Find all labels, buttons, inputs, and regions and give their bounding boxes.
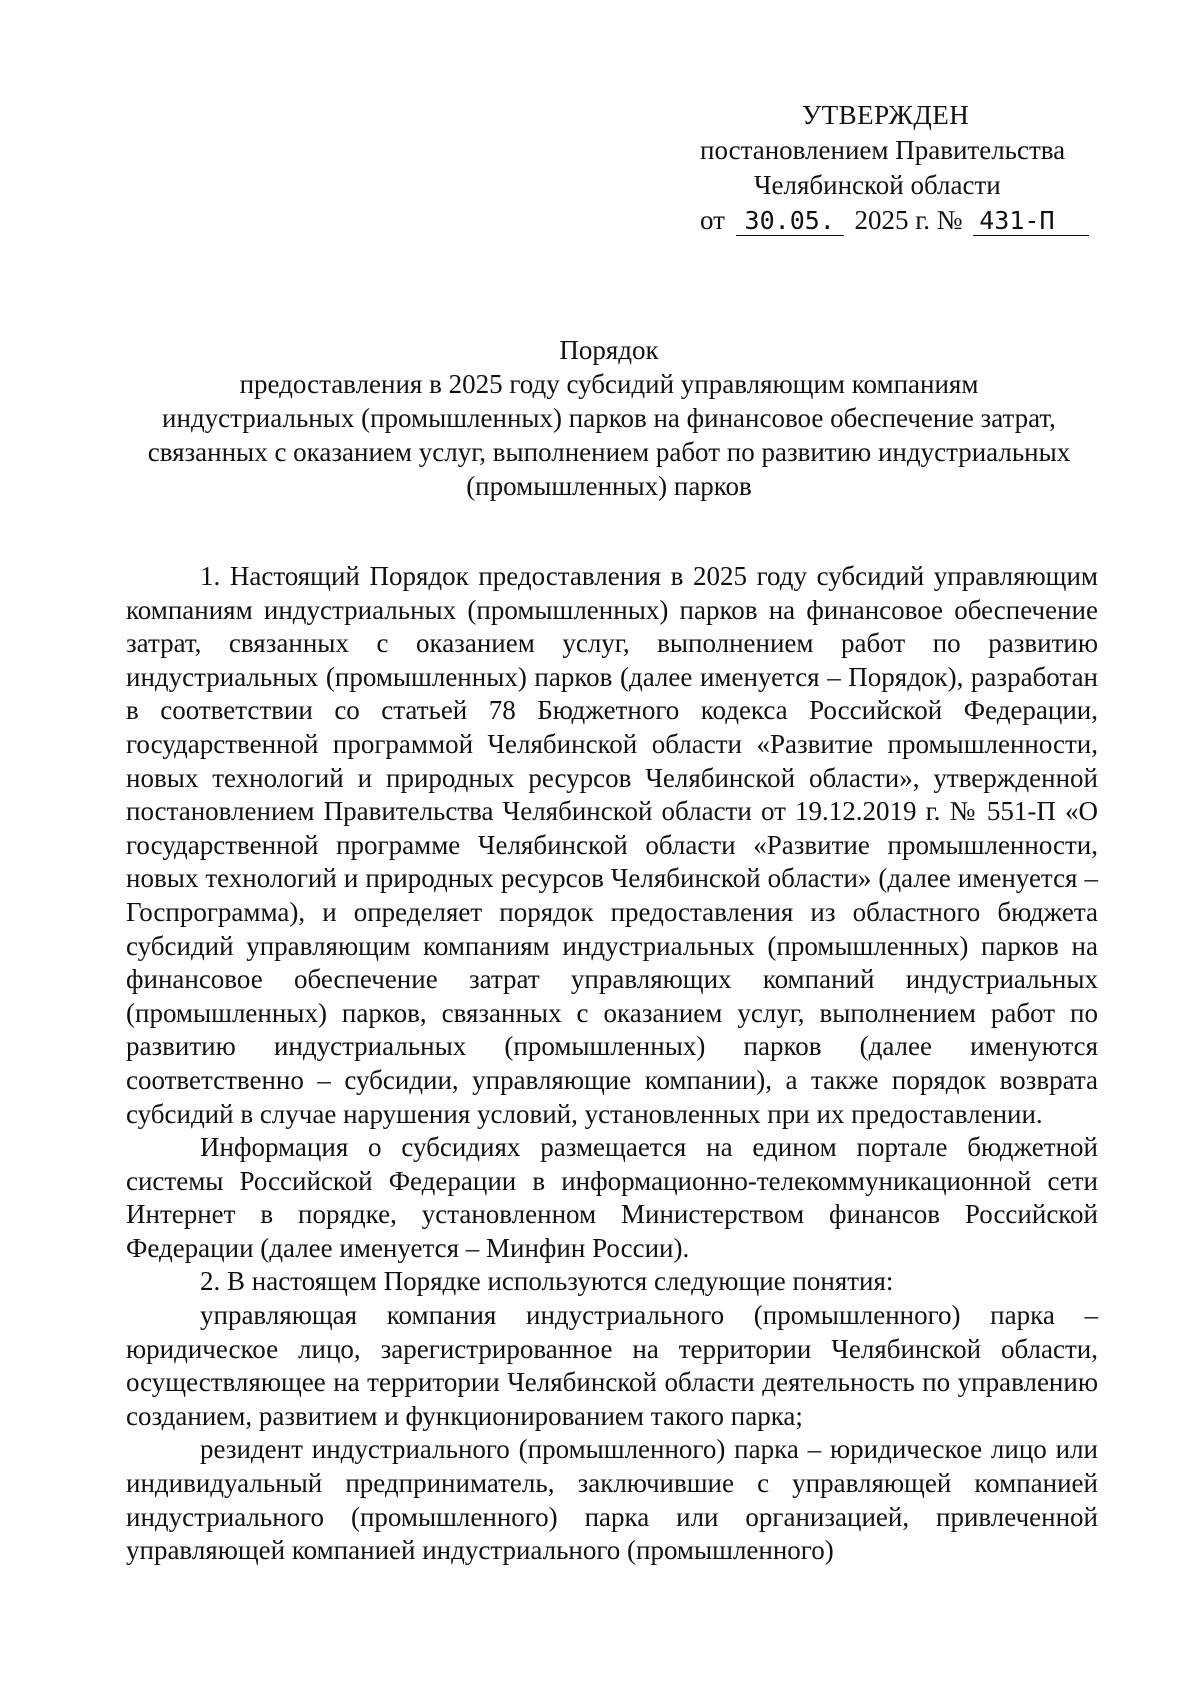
approval-number: 431-П: [973, 207, 1089, 236]
heading-line: связанных с оказанием услуг, выполнением работ по развитию индустриальных: [147, 437, 1071, 467]
approval-date: 30.05.: [736, 207, 844, 236]
approval-authority-line-2: Челябинской области: [754, 170, 1001, 200]
paragraph-2: Информация о субсидиях размещается на едином портале бюджетной системы Российской Федерации в информационно-телекоммуникационной сети Интернет в порядке, установленном Министерством финансов Российской Федерации (далее именуется – Минфин России).: [126, 1132, 1098, 1263]
approval-date-line: [690, 203, 1090, 238]
approval-title: УТВЕРЖДЕН: [802, 100, 970, 130]
paragraph-5: резидент индустриального (промышленного) парка – юридическое лицо или индивидуальный предприниматель, заключившие с управляющей компанией индустриального (промышленного) парка или организацией, привлеченной управляющей компанией индустриального (промышленного): [126, 1434, 1098, 1566]
paragraph-3: 2. В настоящем Порядке используются следующие понятия:: [200, 1266, 894, 1297]
paragraph-4: управляющая компания индустриального (промышленного) парка – юридическое лицо, зарегистрированное на территории Челябинской области, осуществляющее на территории Челябинской области деятельность по управлению созданием, развитием и функционированием такого парка;: [126, 1300, 1098, 1431]
heading-line: предоставления в 2025 году субсидий управляющим компаниям: [239, 369, 979, 399]
document-heading: [120, 333, 1098, 503]
date-prefix: от: [700, 205, 725, 235]
document-body: [126, 560, 1098, 1568]
year-and-number-label: 2025 г. №: [854, 205, 963, 235]
paragraph-1: 1. Настоящий Порядок предоставления в 2025 году субсидий управляющим компаниям индустриальных (промышленных) парков на финансовое обеспечение затрат, связанных с оказанием услуг, выполнением работ по развитию индустриальных (промышленных) парков (далее именуется – Порядок), разработан в соответствии со статьей 78 Бюджетного кодекса Российской Федерации, государственной программой Челябинской области «Развитие промышленности, новых технологий и природных ресурсов Челябинской области», утвержденной постановлением Правительства Челябинской области от 19.12.2019 г. № 551-П «О государственной программе Челябинской области «Развитие промышленности, новых технологий и природных ресурсов Челябинской области» (далее именуется – Госпрограмма), и определяет порядок предоставления из областного бюджета субсидий управляющим компаниям индустриальных (промышленных) парков на финансовое обеспечение затрат управляющих компаний индустриальных (промышленных) парков, связанных с оказанием услуг, выполнением работ по развитию индустриальных (промышленных) парков (далее именуются соответственно – субсидии, управляющие компании), а также порядок возврата субсидий в случае нарушения условий, установленных при их предоставлении.: [126, 561, 1098, 1129]
heading-line: (промышленных) парков: [466, 471, 752, 501]
approval-authority-line-1: постановлением Правительства: [700, 135, 1066, 165]
heading-line: индустриальных (промышленных) парков на финансовое обеспечение затрат,: [162, 403, 1056, 433]
approval-block: [690, 98, 1090, 238]
heading-title: Порядок: [559, 335, 659, 365]
